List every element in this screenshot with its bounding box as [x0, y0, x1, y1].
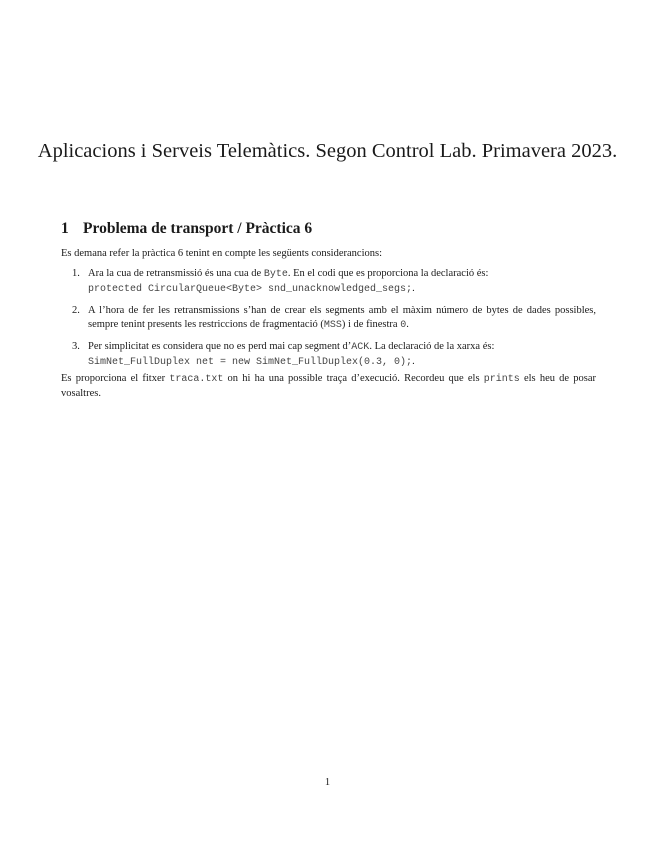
inline-code: ACK — [351, 342, 370, 353]
list-item-text: ) i de finestra — [341, 318, 401, 330]
inline-code: Byte — [263, 269, 288, 280]
list-item — [61, 340, 596, 369]
section-number: 1 — [61, 220, 69, 237]
list-item-text: A l’hora de fer les retransmissions s’han de crear els segments amb el màxim número de bytes de dades possibles, sempre tenint presents les restriccions de fragmentació ( — [88, 305, 596, 330]
list-item-number: 3. — [72, 341, 80, 352]
code-declaration: SimNet_FullDuplex net = new SimNet_FullDuplex(0.3, 0); — [88, 356, 413, 368]
list-item-number: 2. — [72, 305, 80, 316]
list-item-text: . — [406, 318, 409, 330]
list-item — [61, 267, 596, 296]
page-number: 1 — [324, 777, 331, 788]
closing-paragraph — [61, 372, 596, 400]
code-declaration: protected CircularQueue<Byte> snd_unacknowledged_segs; — [88, 283, 413, 295]
document-title: Aplicacions i Serveis Telemàtics. Segon Control Lab. Primavera 2023. — [37, 140, 618, 162]
section-title: Problema de transport / Pràctica 6 — [83, 220, 313, 237]
code-suffix: . — [412, 282, 415, 294]
intro-paragraph: Es demana refer la pràctica 6 tenint en compte les següents considerancions: — [61, 248, 382, 259]
inline-code: MSS — [323, 319, 342, 331]
code-suffix: . — [412, 355, 415, 367]
list-item-text: Ara la cua de retransmissió és una cua de — [88, 268, 264, 279]
closing-text: on hi ha una possible traça d’execució. Recordeu que els — [223, 373, 484, 384]
list-item-text: Per simplicitat es considera que no es perd mai cap segment d’ — [88, 341, 352, 352]
closing-text: els heu de posar vosaltres. — [61, 373, 597, 399]
considerations-list — [61, 267, 596, 377]
inline-code: prints — [483, 374, 520, 385]
list-item-number: 1. — [72, 268, 80, 279]
section-heading — [61, 219, 312, 239]
closing-text: Es proporciona el fitxer — [61, 373, 170, 384]
list-item-text: . En el codi que es proporciona la declaració és: — [287, 268, 489, 279]
inline-code: traca.txt — [169, 374, 224, 385]
list-item — [61, 304, 596, 332]
inline-code: 0 — [400, 319, 407, 331]
list-item-text: . La declaració de la xarxa és: — [369, 341, 495, 352]
